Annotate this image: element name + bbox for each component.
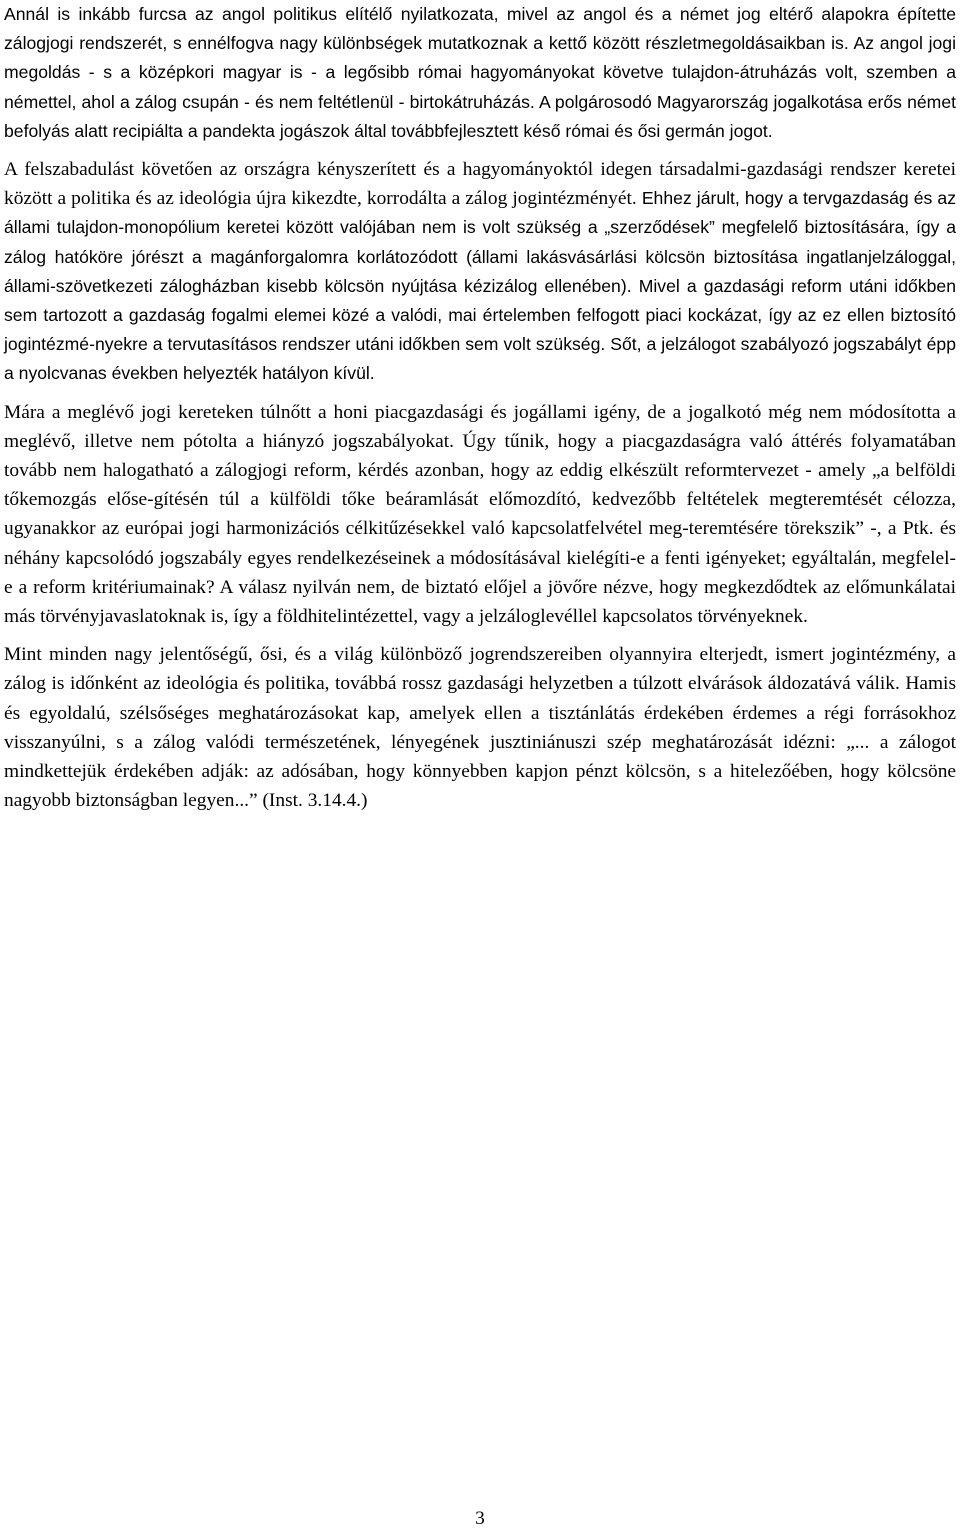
document-body: [4, 0, 956, 815]
paragraph-1-text-b: Az angol jogi megoldás - s a középkori magyar is - a legősibb római hagyományokat követve tulajdon-átruházás volt, szemben a némettel, ahol a zálog csupán - és nem feltétlenül - birtokátruházás.: [4, 33, 956, 112]
paragraph-3: Mára a meglévő jogi kereteken túlnőtt a honi piacgazdasági és jogállami igény, de a jogalkotó még nem módosította a meglévő, illetve nem pótolta a hiányzó jogszabályokat. Úgy tűnik, hogy a piacgazdaságra való áttérés folyamatában tovább nem halogatható a zálogjogi reform, kérdés azonban, hogy az eddig elkészült reformtervezet - amely „a belföldi tőkemozgás előse-gítésén túl a külföldi tőke beáramlását előmozdító, kedvezőbb feltételek megteremtését célozza, ugyanakkor az európai jogi harmonizációs célkitűzésekkel való kapcsolatfelvétel meg-teremtésére törekszik” -, a Ptk. és néhány kapcsolódó jogszabály egyes rendelkezéseinek a módosításával kielégíti-e a fenti igényeket; egyáltalán, megfelel-e a reform kritériumainak? A válasz nyilván nem, de biztató előjel a jövőre nézve, hogy megkezdődtek az előmunkálatai más törvényjavaslatoknak is, így a földhitelintézettel, vagy a jelzáloglevéllel kapcsolatos törvényeknek.: [4, 401, 956, 628]
paragraph-1: [4, 0, 956, 146]
paragraph-4: Mint minden nagy jelentőségű, ősi, és a világ különböző jogrendszereiben olyannyira elterjedt, ismert jogintézmény, a zálog is időnként az ideológia és politika, továbbá rossz gazdasági helyzetben a túlzott elvárások áldozatává válik. Hamis és egyoldalú, szélsőséges meghatározásokat kap, amelyek ellen a tisztánlátás érdekében érdemes a régi forrásokhoz visszanyúlni, s a zálog valódi természetének, lényegének jusztiniánuszi szép meghatározását idézni: „... a zálogot mindkettejük érdekében adják: az adósában, hogy könnyebben kapjon pénzt kölcsön, s a hitelezőében, hogy kölcsöne nagyobb biztonságban legyen...” (Inst. 3.14.4.): [4, 644, 956, 812]
paragraph-2-text-a: A felszabadulást követően az országra kényszerített és a hagyományoktól idegen társadalmi-gazdasági rendszer keretei között a politika és az ideológia újra kikezdte, korrodálta a zálog jogintézményét.: [4, 159, 956, 210]
paragraph-2: [4, 155, 956, 389]
page-number: 3: [475, 1508, 485, 1529]
paragraph-2-text-b: Ehhez járult, hogy a tervgazdaság és az állami tulajdon-monopólium keretei között valójában nem is volt szükség a „szerződések” megfelelő biztosítására, így a zálog hatóköre jórészt a magánforgalomra korlátozódott (állami lakásvásárlási kölcsön biztosítása ingatlanjelzáloggal, állami-szövetkezeti zálogházban kisebb kölcsön nyújtása kézizálog ellenében). Mivel a gazdasági reform utáni időkben sem tartozott a gazdaság fogalmi elemei közé a valódi, mai értelemben felfogott piaci kockázat, így az ez ellen biztosító jogintézmé-nyekre a tervutasításos rendszer utáni időkben sem volt szükség. Sőt, a jelzálogot szabályozó jogszabályt épp a nyolcvanas években helyezték hatályon kívül.: [4, 188, 957, 384]
paragraph-1-text-a: Annál is inkább furcsa az angol politikus elítélő nyilatkozata, mivel az angol és a német jog eltérő alapokra építette zálogjogi rendszerét, s ennélfogva nagy különbségek mutatkoznak a kettő között részletmegoldásaikban is.: [4, 4, 956, 54]
paragraph-1-text-c: A polgárosodó Magyarország jogalkotása erős német befolyás alatt recipiálta a pandekta jogászok által továbbfejlesztett késő római és ősi germán jogot.: [4, 91, 956, 141]
